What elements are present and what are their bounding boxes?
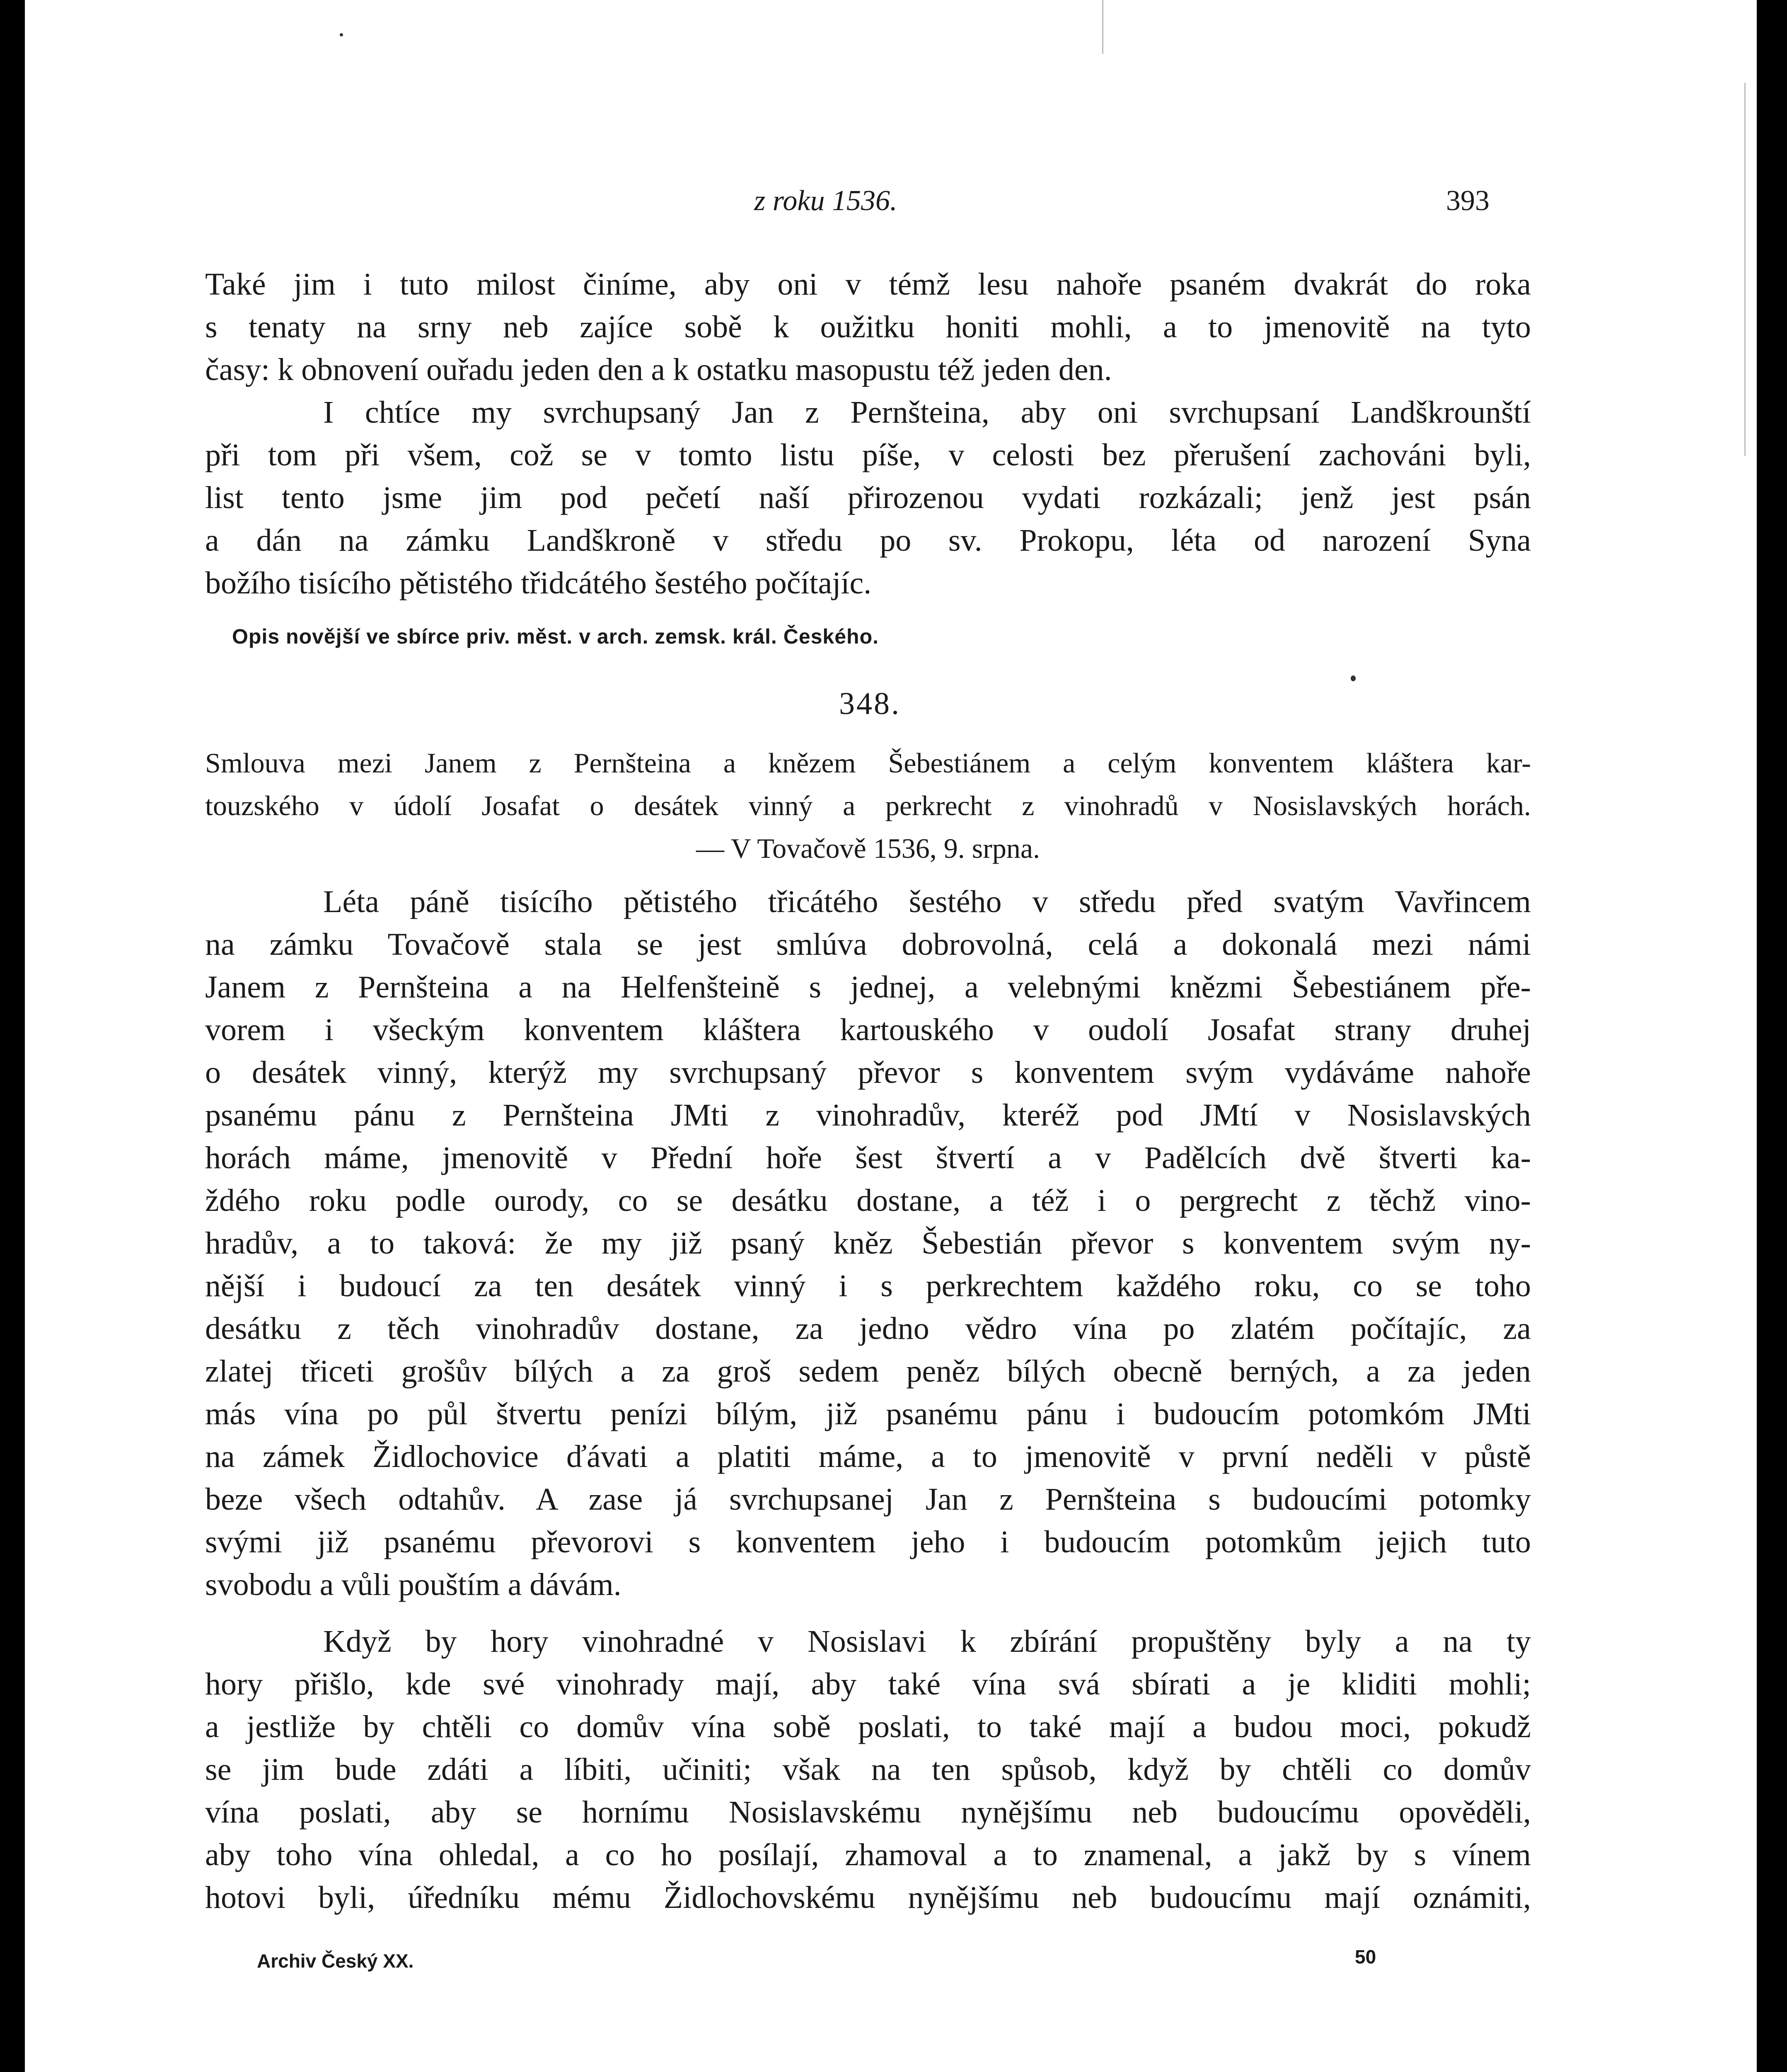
text-line: a jestliže by chtěli co domův vína sobě poslati, to také mají a budou moci, pokudž — [205, 1709, 1531, 1744]
text-line: s tenaty na srny neb zajíce sobě k oužitku honiti mohli, a to jmenovitě na tyto — [205, 310, 1531, 344]
source-note: Opis novější ve sbírce priv. měst. v arch. zemsk. král. Českého. — [232, 625, 879, 648]
running-head — [25, 184, 1757, 222]
print-speck — [1351, 675, 1356, 681]
book-page — [25, 0, 1757, 2072]
text-line: vorem i všeckým konventem kláštera kartouského v oudolí Josafat strany druhej — [205, 1012, 1531, 1047]
text-line: aby toho vína ohledal, a co ho posílají, zhamoval a to znamenal, a jakž by s vínem — [205, 1837, 1531, 1872]
text-line: se jim bude zdáti a líbiti, učiniti; však na ten spůsob, když by chtěli co domův — [205, 1752, 1531, 1787]
text-line: hotovi byli, úředníku mému Židlochovskému nynějšímu neb budoucímu mají oznámiti, — [205, 1880, 1531, 1915]
text-line: I chtíce my svrchupsaný Jan z Pernšteina, aby oni svrchupsaní Landškrounští — [323, 395, 1531, 430]
document-number: 348. — [839, 686, 901, 721]
text-line: hory přišlo, kde své vinohrady mají, aby také vína svá sbírati a je kliditi mohli; — [205, 1667, 1531, 1702]
text-line: nější i budoucí za ten desátek vinný i s perkrechtem každého roku, co se toho — [205, 1268, 1531, 1303]
text-line: svobodu a vůli pouštím a dávám. — [205, 1567, 621, 1602]
text-line: o desátek vinný, kterýž my svrchupsaný převor s konventem svým vydáváme nahoře — [205, 1055, 1531, 1090]
text-line: časy: k obnovení ouřadu jeden den a k ostatku masopustu též jeden den. — [205, 352, 1112, 387]
text-line: a dán na zámku Landškroně v středu po sv. Prokopu, léta od narození Syna — [205, 523, 1531, 558]
footer-sheet-number: 50 — [1355, 1946, 1376, 1968]
text-line: na zámku Tovačově stala se jest smlúva dobrovolná, celá a dokonalá mezi námi — [205, 927, 1531, 962]
text-line: horách máme, jmenovitě v Přední hoře šest štvertí a v Padělcích dvě štverti ka- — [205, 1140, 1531, 1175]
text-line: beze všech odtahův. A zase já svrchupsanej Jan z Pernšteina s budoucími potomky — [205, 1482, 1531, 1517]
regest-line: Smlouva mezi Janem z Pernšteina a knězem Šebestiánem a celým konventem kláštera kar- — [205, 747, 1531, 779]
text-line: psanému pánu z Pernšteina JMti z vinohradův, kteréž pod JMtí v Nosislavských — [205, 1098, 1531, 1133]
regest-line: touzského v údolí Josafat o desátek vinný a perkrecht z vinohradů v Nosislavských horách. — [205, 790, 1531, 821]
text-line: más vína po půl štvertu penízi bílým, již psanému pánu i budoucím potomkóm JMti — [205, 1397, 1531, 1431]
text-line: svými již psanému převorovi s konventem jeho i budoucím potomkům jejich tuto — [205, 1525, 1531, 1559]
page-number: 393 — [1446, 185, 1490, 217]
footer-signature: Archiv Český XX. — [257, 1950, 414, 1972]
text-line: Když by hory vinohradné v Nosislavi k zbírání propuštěny byly a na ty — [323, 1624, 1531, 1659]
text-line: Léta páně tisícího pětistého třicátého šestého v středu před svatým Vavřincem — [323, 884, 1531, 919]
text-line: Také jim i tuto milost činíme, aby oni v témž lesu nahoře psaném dvakrát do roka — [205, 267, 1531, 302]
text-line: na zámek Židlochovice ďávati a platiti máme, a to jmenovitě v první neděli v půstě — [205, 1439, 1531, 1474]
text-line: zlatej třiceti grošův bílých a za groš sedem peněz bílých obecně berných, a za jeden — [205, 1354, 1531, 1389]
print-speck — [340, 33, 343, 36]
scan-mark — [1102, 0, 1103, 54]
text-line: vína poslati, aby se hornímu Nosislavskému nynějšímu neb budoucímu opověděli, — [205, 1795, 1531, 1830]
text-line: desátku z těch vinohradův dostane, za jedno vědro vína po zlatém počítajíc, za — [205, 1311, 1531, 1346]
text-line: list tento jsme jim pod pečetí naší přirozenou vydati rozkázali; jenž jest psán — [205, 480, 1531, 515]
document-date: — V Tovačově 1536, 9. srpna. — [696, 833, 1040, 864]
scan-mark — [1744, 83, 1746, 456]
running-title: z roku 1536. — [754, 185, 897, 217]
text-line: ždého roku podle ourody, co se desátku dostane, a též i o pergrecht z těchž vino- — [205, 1183, 1531, 1218]
text-line: Janem z Pernšteina a na Helfenšteině s jednej, a velebnými knězmi Šebestiánem pře- — [205, 970, 1531, 1005]
text-line: při tom při všem, což se v tomto listu píše, v celosti bez přerušení zachováni byli, — [205, 438, 1531, 472]
text-line: božího tisícího pětistého třidcátého šestého počítajíc. — [205, 566, 872, 600]
text-line: hradův, a to taková: že my již psaný kněz Šebestián převor s konventem svým ny- — [205, 1226, 1531, 1261]
